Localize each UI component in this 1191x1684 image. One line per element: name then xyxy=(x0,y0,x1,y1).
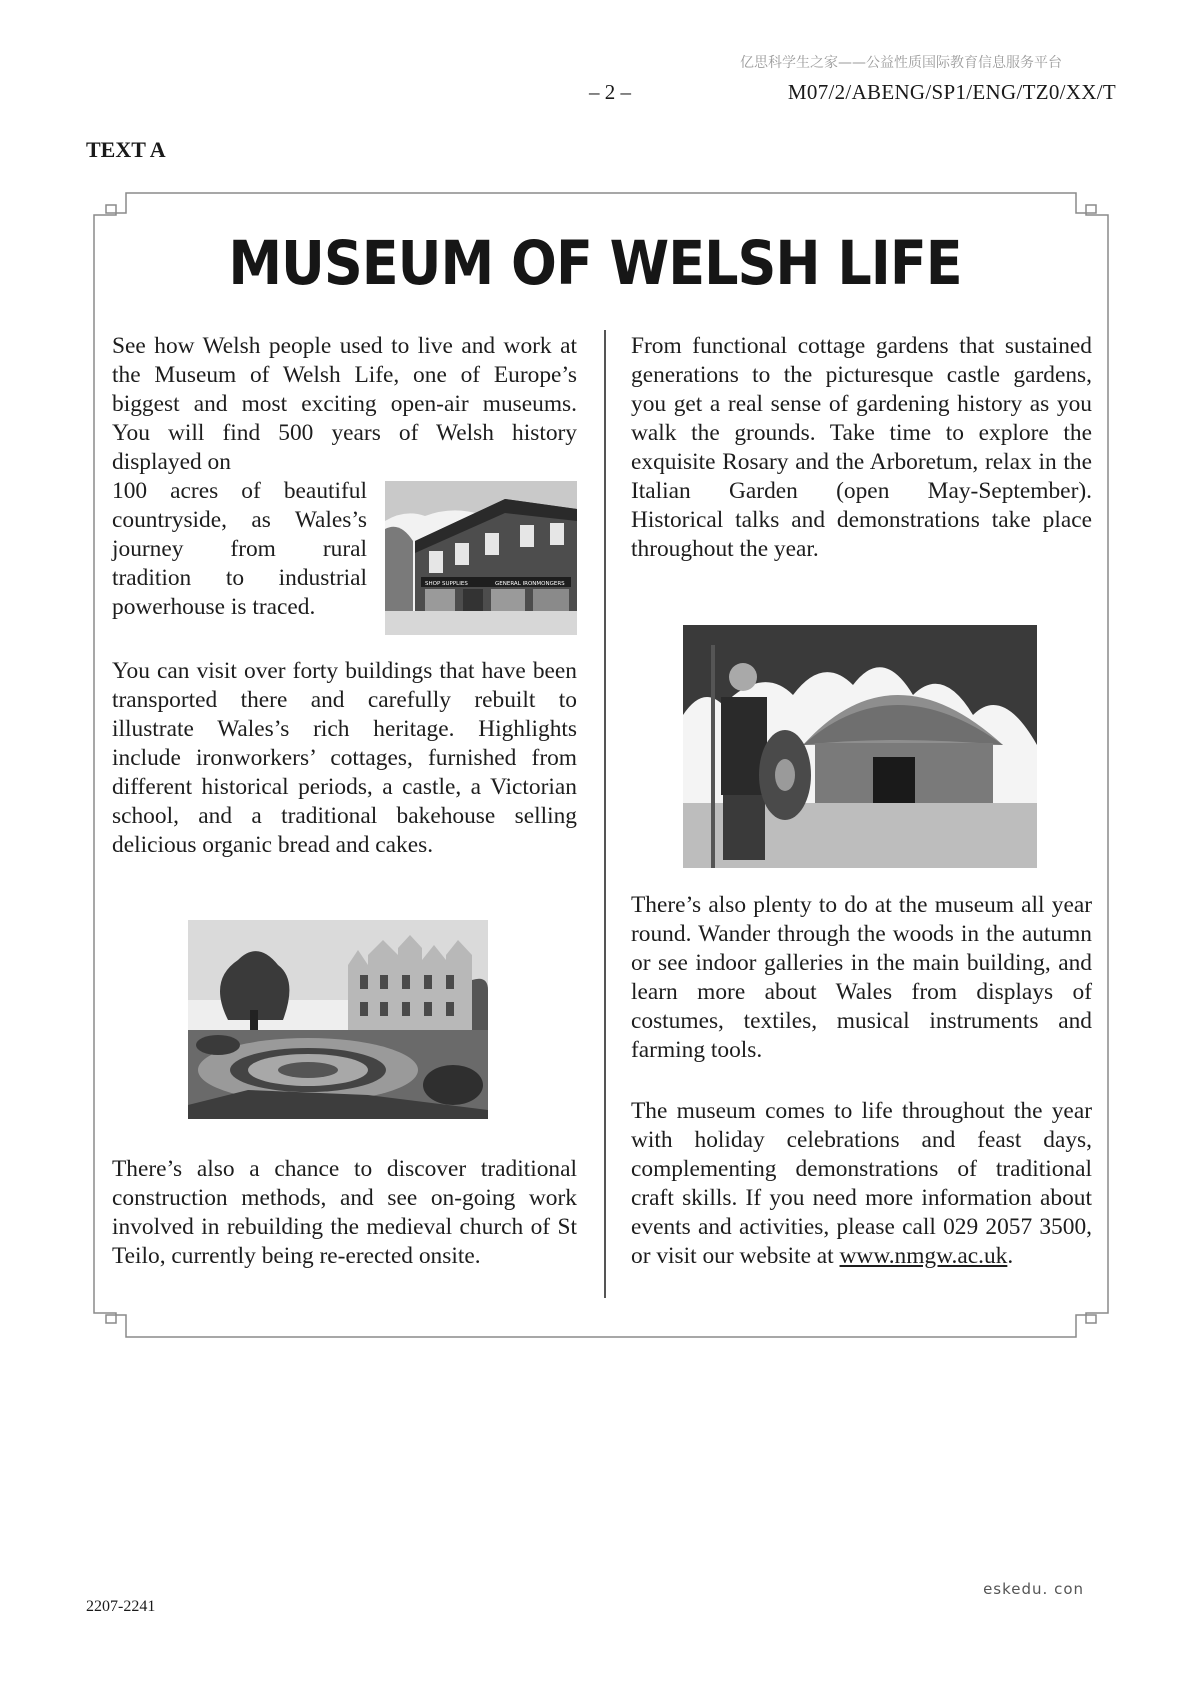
shop-building-image xyxy=(385,481,577,635)
page-number: – 2 – xyxy=(589,80,631,104)
roundhouse-warrior-image xyxy=(683,625,1037,868)
castle-garden-photo xyxy=(188,920,488,1119)
buildings-paragraph: You can visit over forty buildings that have been transported there and carefully rebuilt to illustrate Wales’s rich heritage. Highlights include ironworkers’ cottages, furnished from different historical periods, a castle, a Victorian school, and a traditional bakehouse selling delicious organic bread and cakes. xyxy=(112,658,577,858)
left-column-intro xyxy=(112,332,577,639)
events-text: The museum comes to life throughout the year with holiday celebrations and feast days, complementing demonstrations of traditional craft skills. If you need more information about events and activities, please call 029 2057 3500, or visit our website at xyxy=(631,1098,1092,1269)
intro-paragraph-top: See how Welsh people used to live and work at the Museum of Welsh Life, one of Europe’s biggest and most exciting open-air museums. You will find 500 years of Welsh history displayed on xyxy=(112,333,577,475)
column-divider xyxy=(604,330,606,1298)
exam-code: M07/2/ABENG/SP1/ENG/TZ0/XX/T xyxy=(787,80,1116,104)
watermark-text: 亿思科学生之家——公益性质国际教育信息服务平台 xyxy=(740,55,1062,71)
shop-photo xyxy=(385,481,577,635)
section-label: TEXT A xyxy=(86,137,166,162)
site-watermark: eskedu. con xyxy=(983,1580,1084,1598)
page-title: MUSEUM OF WELSH LIFE xyxy=(228,228,962,299)
year-round-paragraph: There’s also plenty to do at the museum all year round. Wander through the woods in the autumn or see indoor galleries in the main building, and learn more about Wales from displays of costumes, textiles, musical instruments and farming tools. xyxy=(631,892,1092,1063)
website-link[interactable]: www.nmgw.ac.uk xyxy=(839,1243,1008,1269)
construction-paragraph: There’s also a chance to discover traditional construction methods, and see on-going work involved in rebuilding the medieval church of St Teilo, currently being re-erected onsite. xyxy=(112,1156,577,1269)
shop-sign-1: SHOP SUPPLIES xyxy=(425,581,468,587)
intro-paragraph-wrap: 100 acres of beautiful countryside, as Wales’s journey from rural tradition to industrial powerhouse is traced. xyxy=(112,478,367,620)
shop-sign-2: GENERAL IRONMONGERS xyxy=(495,581,565,587)
events-paragraph xyxy=(631,1097,1092,1271)
gardens-paragraph: From functional cottage gardens that sustained generations to the picturesque castle gardens, you get a real sense of gardening history as you walk the grounds. Take time to explore the exquisite Rosary and the Arboretum, relax in the Italian Garden (open May-September). Historical talks and demonstrations take place throughout the year. xyxy=(631,333,1092,562)
castle-garden-image xyxy=(188,920,488,1119)
document-code: 2207-2241 xyxy=(86,1598,156,1615)
celtic-roundhouse-photo xyxy=(683,625,1037,868)
events-end: . xyxy=(1007,1243,1014,1269)
